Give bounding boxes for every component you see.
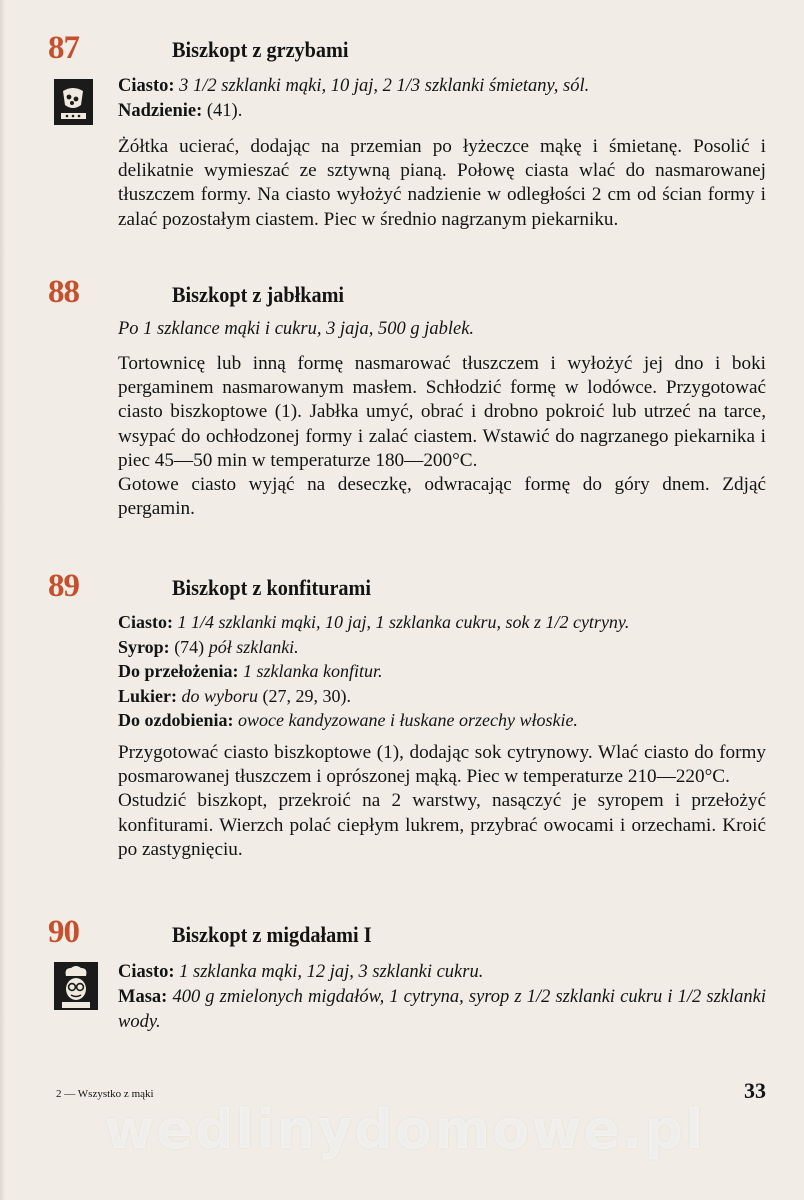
ingredient-label: Ciasto:: [118, 962, 175, 982]
recipe-number: 87: [48, 30, 79, 66]
ingredient-line: [118, 610, 768, 635]
ingredient-line: [118, 317, 768, 342]
ingredient-text: owoce kandyzowane i łuskane orzechy włoskie.: [238, 710, 578, 730]
ingredient-text: 400 g zmielonych migdałów, 1 cytryna, syrop z 1/2 szklanki cukru i 1/2 szklanki wody.: [118, 987, 766, 1032]
ingredient-label: Do przełożenia:: [118, 661, 239, 681]
ingredient-line: [118, 960, 766, 985]
chef-icon: [54, 962, 98, 1010]
ingredient-line: [118, 985, 766, 1035]
recipe-title: Biszkopt z grzybami: [172, 37, 349, 62]
recipe-number: 88: [48, 274, 79, 310]
ingredient-line: [118, 74, 768, 99]
ingredient-text: 1 1/4 szklanki mąki, 10 jaj, 1 szklanka cukru, sok z 1/2 cytryny.: [177, 612, 630, 632]
recipe-title: Biszkopt z migdałami I: [172, 922, 372, 947]
ingredient-label: Lukier:: [118, 685, 178, 706]
ingredients: [118, 74, 768, 124]
ingredient-text: 1 szklanka mąki, 12 jaj, 3 szklanki cukru.: [179, 962, 484, 982]
watermark: wedlinydomowe.pl: [104, 1098, 706, 1161]
ingredient-text: 1 szklanka konfitur.: [242, 661, 383, 681]
ingredient-label: Do ozdobienia:: [118, 710, 234, 730]
ingredient-text: Po 1 szklance mąki i cukru, 3 jaja, 500 g jablek.: [118, 319, 475, 339]
ingredient-label: Ciasto:: [118, 76, 175, 96]
pot-icon: [54, 79, 93, 125]
paragraph: Gotowe ciasto wyjąć na deseczkę, odwracając formę do góry dnem. Zdjąć pergamin.: [118, 474, 766, 520]
ingredient-ref: (74): [174, 636, 205, 657]
paragraph: Tortownicę lub inną formę nasmarować tłuszczem i wyłożyć jej dno i boki pergaminem nasmarowanym masłem. Schłodzić formę w lodówce. Przygotować ciasto biszkoptowe (1). Jabłka umyć, obrać i drobno pokroić lub utrzeć na tarce, wsypać do ochłodzonej formy i zalać ciastem. Wstawić do nagrzanego piekarnika i piec 45—50 min w temperaturze 180—200°C.: [118, 353, 766, 471]
ingredient-ref: (27, 29, 30).: [262, 685, 352, 706]
ingredients: [118, 960, 766, 1035]
ingredients: [118, 317, 768, 342]
recipe-instructions: [118, 741, 766, 862]
ingredient-label: Masa:: [118, 987, 168, 1007]
ingredient-line: [118, 635, 768, 660]
paragraph: Ostudzić biszkopt, przekroić na 2 warstwy, nasączyć je syropem i przełożyć konfiturami. Wierzch polać ciepłym lukrem, przybrać owocami i orzechami. Kroić po zastygnięciu.: [118, 790, 766, 860]
recipe-number: 90: [48, 914, 79, 950]
ingredients: [118, 610, 768, 733]
ingredient-label: Nadzienie:: [118, 101, 203, 121]
page-edge: [0, 0, 6, 1200]
recipe-number: 89: [48, 568, 79, 604]
recipe-instructions: [118, 135, 766, 232]
page-number: 33: [744, 1078, 766, 1103]
ingredient-label: Ciasto:: [118, 612, 173, 632]
paragraph: Żółtka ucierać, dodając na przemian po łyżeczce mąkę i śmietanę. Posolić i delikatnie wymieszać ze sztywną pianą. Połowę ciasta wlać do nasmarowanej tłuszczem formy. Na ciasto wyłożyć nadzienie w odległości 2 cm od ścian formy i zalać pozostałym ciastem. Piec w średnio nagrzanym piekarniku.: [118, 136, 766, 230]
recipe-title: Biszkopt z jabłkami: [172, 282, 345, 307]
recipe-instructions: [118, 352, 766, 521]
ingredient-line: [118, 99, 768, 124]
ingredient-line: [118, 659, 768, 684]
printer-signature: 2 — Wszystko z mąki: [56, 1088, 154, 1100]
ingredient-text: 3 1/2 szklanki mąki, 10 jaj, 2 1/3 szklanki śmietany, sól.: [179, 76, 590, 96]
ingredient-text: pół szklanki.: [208, 636, 299, 657]
recipe-title: Biszkopt z konfiturami: [172, 575, 372, 600]
ingredient-text: do wyboru: [181, 685, 259, 706]
ingredient-line: [118, 684, 768, 709]
paragraph: Przygotować ciasto biszkoptowe (1), dodając sok cytrynowy. Wlać ciasto do formy posmarowanej tłuszczem i oprószonej mąką. Piec w temperaturze 210—220°C.: [118, 742, 766, 788]
ingredient-label: Syrop:: [118, 636, 170, 657]
ingredient-ref: (41).: [206, 101, 243, 121]
ingredient-line: [118, 708, 768, 733]
